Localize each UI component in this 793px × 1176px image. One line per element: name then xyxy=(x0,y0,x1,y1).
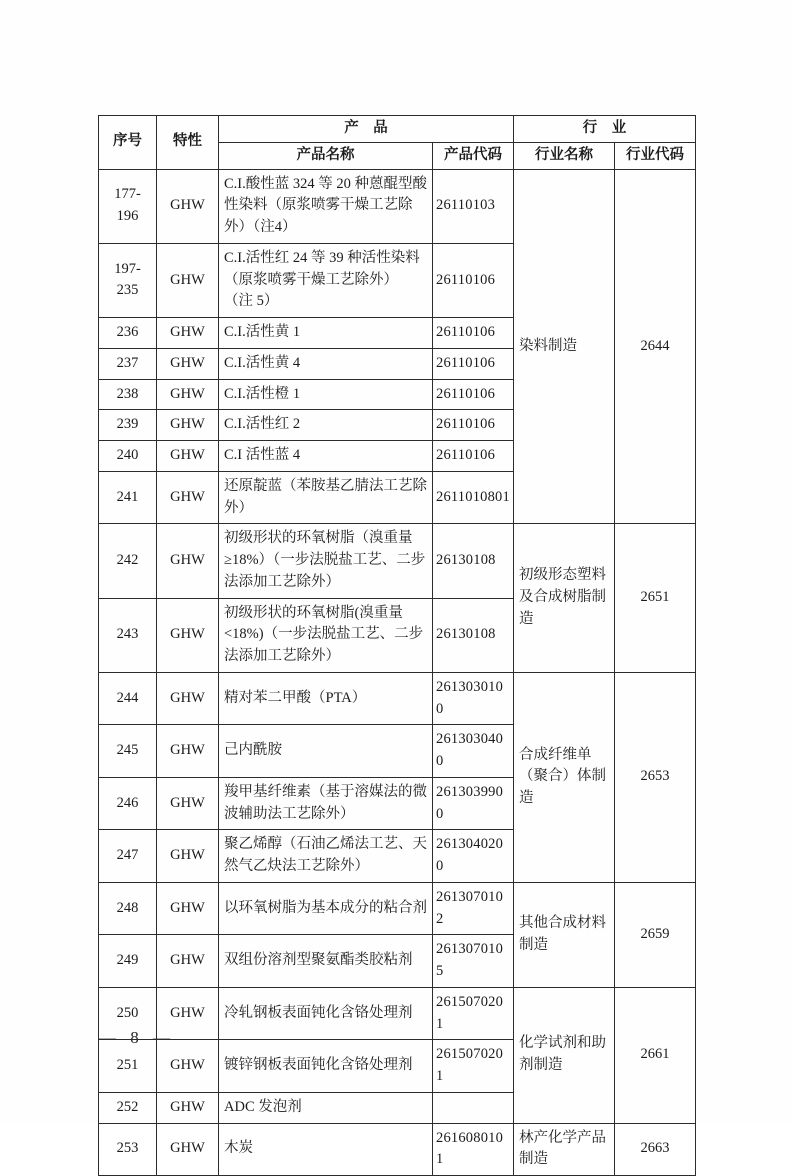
header-product-name: 产品名称 xyxy=(219,142,433,169)
product-name-cell: C.I.活性黄 4 xyxy=(219,348,433,379)
product-code-cell: 2611010801 xyxy=(433,471,514,524)
serial-cell: 242 xyxy=(99,524,157,598)
product-code-cell: 26110106 xyxy=(433,318,514,349)
industry-name-cell: 林产化学产品制造 xyxy=(514,1123,615,1176)
attribute-cell: GHW xyxy=(157,1092,219,1123)
product-name-cell: C.I.活性黄 1 xyxy=(219,318,433,349)
table-row xyxy=(99,882,696,935)
product-name-cell: 冷轧钢板表面钝化含铬处理剂 xyxy=(219,987,433,1040)
attribute-cell: GHW xyxy=(157,1040,219,1093)
table-row xyxy=(99,524,696,598)
product-code-cell: 26110106 xyxy=(433,243,514,317)
product-name-cell: 以环氧树脂为基本成分的粘合剂 xyxy=(219,882,433,935)
product-code-cell: 2615070201 xyxy=(433,987,514,1040)
product-name-cell: 精对苯二甲酸（PTA） xyxy=(219,672,433,725)
industry-code-cell: 2659 xyxy=(615,882,696,987)
product-code-cell: 2616080101 xyxy=(433,1123,514,1176)
attribute-cell: GHW xyxy=(157,379,219,410)
serial-cell: 249 xyxy=(99,935,157,988)
product-name-cell: 初级形状的环氧树脂(溴重量<18%)（一步法脱盐工艺、二步法添加工艺除外） xyxy=(219,598,433,672)
serial-cell: 252 xyxy=(99,1092,157,1123)
serial-cell: 237 xyxy=(99,348,157,379)
serial-cell: 246 xyxy=(99,777,157,830)
product-code-cell: 26110106 xyxy=(433,441,514,472)
industry-code-cell: 2651 xyxy=(615,524,696,673)
industry-name-cell: 合成纤维单（聚合）体制造 xyxy=(514,672,615,882)
attribute-cell: GHW xyxy=(157,830,219,883)
header-group-product: 产 品 xyxy=(219,116,514,143)
product-code-cell: 2613070105 xyxy=(433,935,514,988)
table-body xyxy=(99,169,696,1176)
product-industry-table xyxy=(98,115,696,1176)
header-industry-code: 行业代码 xyxy=(615,142,696,169)
attribute-cell: GHW xyxy=(157,471,219,524)
serial-cell: 236 xyxy=(99,318,157,349)
attribute-cell: GHW xyxy=(157,410,219,441)
product-code-cell: 2613030100 xyxy=(433,672,514,725)
industry-code-cell: 2644 xyxy=(615,169,696,524)
table-row xyxy=(99,169,696,243)
product-name-cell: C.I.酸性蓝 324 等 20 种蒽醌型酸性染料（原浆喷雾干燥工艺除外）（注4） xyxy=(219,169,433,243)
serial-cell: 239 xyxy=(99,410,157,441)
header-group-industry: 行 业 xyxy=(514,116,696,143)
attribute-cell: GHW xyxy=(157,598,219,672)
serial-cell: 240 xyxy=(99,441,157,472)
attribute-cell: GHW xyxy=(157,524,219,598)
product-code-cell: 26110106 xyxy=(433,379,514,410)
attribute-cell: GHW xyxy=(157,318,219,349)
product-name-cell: C.I 活性蓝 4 xyxy=(219,441,433,472)
serial-cell: 244 xyxy=(99,672,157,725)
product-name-cell: 镀锌钢板表面钝化含铬处理剂 xyxy=(219,1040,433,1093)
industry-name-cell: 化学试剂和助剂制造 xyxy=(514,987,615,1123)
header-attribute: 特性 xyxy=(157,116,219,170)
product-code-cell: 2613070102 xyxy=(433,882,514,935)
industry-code-cell: 2661 xyxy=(615,987,696,1123)
product-code-cell xyxy=(433,1092,514,1123)
product-name-cell: C.I.活性红 2 xyxy=(219,410,433,441)
table-row xyxy=(99,672,696,725)
attribute-cell: GHW xyxy=(157,935,219,988)
product-name-cell: 羧甲基纤维素（基于溶媒法的微波辅助法工艺除外） xyxy=(219,777,433,830)
product-name-cell: C.I.活性红 24 等 39 种活性染料（原浆喷雾干燥工艺除外） （注 5） xyxy=(219,243,433,317)
product-code-cell: 2615070201 xyxy=(433,1040,514,1093)
product-name-cell: 初级形状的环氧树脂（溴重量≥18%）（一步法脱盐工艺、二步法添加工艺除外） xyxy=(219,524,433,598)
attribute-cell: GHW xyxy=(157,169,219,243)
product-code-cell: 26110106 xyxy=(433,410,514,441)
industry-code-cell: 2653 xyxy=(615,672,696,882)
product-name-cell: 还原靛蓝（苯胺基乙腈法工艺除外） xyxy=(219,471,433,524)
table-header xyxy=(99,116,696,170)
header-industry-name: 行业名称 xyxy=(514,142,615,169)
product-code-cell: 2613039900 xyxy=(433,777,514,830)
header-product-code: 产品代码 xyxy=(433,142,514,169)
industry-code-cell: 2663 xyxy=(615,1123,696,1176)
serial-cell: 197-235 xyxy=(99,243,157,317)
product-name-cell: C.I.活性橙 1 xyxy=(219,379,433,410)
header-row-groups xyxy=(99,116,696,143)
attribute-cell: GHW xyxy=(157,243,219,317)
serial-cell: 238 xyxy=(99,379,157,410)
product-code-cell: 26110106 xyxy=(433,348,514,379)
serial-cell: 248 xyxy=(99,882,157,935)
attribute-cell: GHW xyxy=(157,882,219,935)
page-footer: — 8 — xyxy=(99,1028,170,1047)
table-row xyxy=(99,1123,696,1176)
table-row xyxy=(99,987,696,1040)
product-code-cell: 26130108 xyxy=(433,598,514,672)
serial-cell: 245 xyxy=(99,725,157,778)
product-name-cell: 双组份溶剂型聚氨酯类胶粘剂 xyxy=(219,935,433,988)
attribute-cell: GHW xyxy=(157,777,219,830)
attribute-cell: GHW xyxy=(157,1123,219,1176)
serial-cell: 241 xyxy=(99,471,157,524)
product-code-cell: 2613040200 xyxy=(433,830,514,883)
attribute-cell: GHW xyxy=(157,725,219,778)
serial-cell: 253 xyxy=(99,1123,157,1176)
header-serial: 序号 xyxy=(99,116,157,170)
industry-name-cell: 其他合成材料制造 xyxy=(514,882,615,987)
product-code-cell: 26110103 xyxy=(433,169,514,243)
industry-name-cell: 染料制造 xyxy=(514,169,615,524)
product-code-cell: 2613030400 xyxy=(433,725,514,778)
serial-cell: 243 xyxy=(99,598,157,672)
serial-cell: 177-196 xyxy=(99,169,157,243)
product-name-cell: ADC 发泡剂 xyxy=(219,1092,433,1123)
serial-cell: 250 xyxy=(99,987,157,1040)
attribute-cell: GHW xyxy=(157,987,219,1040)
product-name-cell: 聚乙烯醇（石油乙烯法工艺、天然气乙炔法工艺除外） xyxy=(219,830,433,883)
attribute-cell: GHW xyxy=(157,348,219,379)
attribute-cell: GHW xyxy=(157,441,219,472)
attribute-cell: GHW xyxy=(157,672,219,725)
industry-name-cell: 初级形态塑料及合成树脂制造 xyxy=(514,524,615,673)
product-name-cell: 己内酰胺 xyxy=(219,725,433,778)
product-code-cell: 26130108 xyxy=(433,524,514,598)
serial-cell: 247 xyxy=(99,830,157,883)
serial-cell: 251 xyxy=(99,1040,157,1093)
product-name-cell: 木炭 xyxy=(219,1123,433,1176)
